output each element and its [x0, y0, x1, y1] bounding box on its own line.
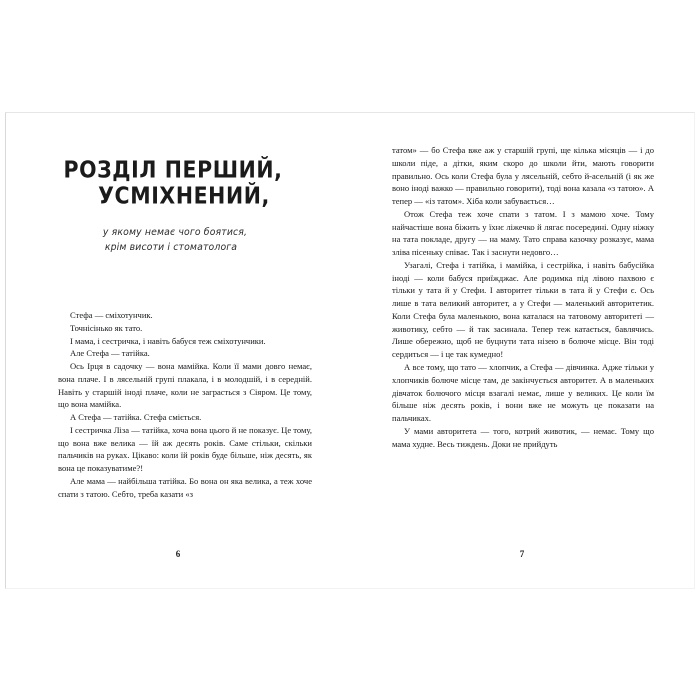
paragraph: Стефа — сміхотунчик. — [70, 310, 153, 320]
chapter-heading — [6, 155, 350, 255]
paragraph: Отож Стефа теж хоче спати з татом. І з мамою хоче. Тому найчастіше вона біжить у їхнє ліжечко й лягає посередині. Одну ніжку на тата покладе, другу — на маму. Тато справа казочку розказує, мама зліва пісеньку співає. Так і заснути недовго… — [392, 208, 654, 258]
paragraph: І сестричка Ліза — татійка, хоча вона цього й не показує. Це тому, що вона вже велика — їй аж десять років. Саме стільки, скільки пальчиків на руках. Цікаво: коли їй років буде більше, ніж десять, як вона це показуватиме?! — [58, 424, 312, 474]
page-number-left: 6 — [175, 549, 181, 559]
chapter-title-line-2: УСМІХНЕНИЙ, — [98, 182, 270, 210]
chapter-subtitle-line-1: у якому немає чого боятися, — [102, 227, 248, 239]
right-page — [350, 113, 694, 588]
paragraph: А все тому, що тато — хлопчик, а Стефа — дівчинка. Адже тільки у хлопчиків болюче місце там, де закінчується авторитет. А в маленьких дівчаток болючого місця взагалі немає, лише у великих. Це коли їм більше ніж десять років, і вони вже не можуть це показати на пальчиках. — [392, 362, 654, 424]
page-number-right: 7 — [519, 549, 525, 559]
chapter-title-line-1: РОЗДІЛ ПЕРШИЙ, — [63, 156, 283, 183]
right-page-body-text — [392, 144, 654, 450]
paragraph: І мама, і сестричка, і навіть бабуся теж сміхотунчики. — [70, 335, 266, 346]
paragraph: татом» — бо Стефа вже аж у старшій групі, ще кілька місяців — і до школи піде, а дітки, яким скоро до школи йти, мають говорити правильно. Ось коли Стефа була у лясельній, себто й-асельній (і як же воно іноді важко — правильно говорити), тоді вона казала «з татою». А тепер — «із татом». Хіба коли забувається… — [392, 145, 654, 207]
paragraph: У мами авторитета — того, котрий животик, — немає. Тому що мама худне. Весь тиждень. Доки не прийдуть — [392, 425, 654, 449]
paragraph: А Стефа — татійка. Стефа сміється. — [70, 412, 202, 423]
chapter-subtitle-line-2: крім висоти і стоматолога — [104, 242, 238, 254]
paragraph: Узагалі, Стефа і татійка, і мамійка, і сестрійка, і навіть бабусійка іноді — коли бабуся приїжджає. Але родимка під лівою пахвою є тільки у тата й у Стефи. І авторитет тільки в тата й у Стефи є. Ось лише в тата великий авторитет, а у Стефи — маленький авторитетик. Коли Стефа була маленькою, вона каталася на татовому авторитеті — животику, себто — й так засинала. Тепер теж катається, бавлячись. Лише обережно, щоб не буцнути тата нізею в болюче місце. Він тоді сердиться — і це так кумедно! — [392, 259, 654, 360]
left-page — [6, 113, 350, 588]
paragraph: Точнісінько як тато. — [70, 322, 143, 333]
paragraph: Але Стефа — татійка. — [70, 348, 150, 359]
left-page-body-text — [58, 309, 312, 500]
book-page-spread — [5, 112, 695, 589]
chapter-subtitle — [6, 225, 336, 255]
paragraph: Ось Ірця в садочку — вона мамійка. Коли її мами довго немає, вона плаче. І в лясельній групі плакала, і в молодшій, і в середній. Навіть у старшій іноді плаче, коли не заграсться з Сіяром. Це тому, що вона мамійка. — [58, 361, 312, 410]
paragraph: Але мама — найбільша татійка. Бо вона он яка велика, а теж хоче спати з татою. Себто, треба казати «з — [58, 475, 312, 499]
